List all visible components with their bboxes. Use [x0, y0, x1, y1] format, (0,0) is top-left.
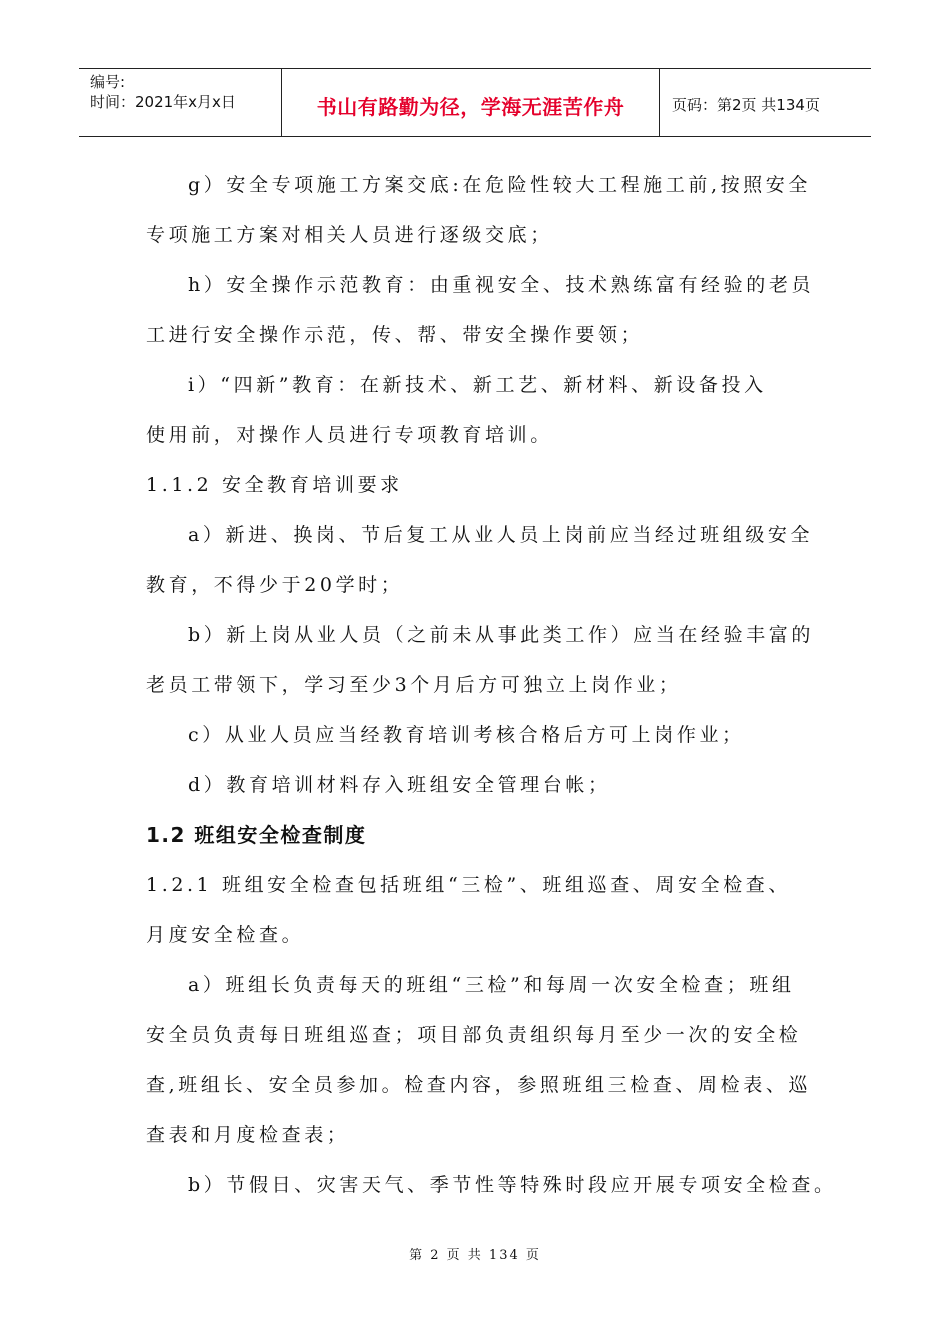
document-number-label: 编号:: [90, 73, 126, 91]
subsection-heading: 1.2.1 班组安全检查包括班组“三检”、班组巡查、周安全检查、: [146, 874, 792, 896]
paragraph-line: 教育，不得少于20学时；: [146, 574, 404, 596]
paragraph-line: g）安全专项施工方案交底:在危险性较大工程施工前,按照安全: [188, 174, 812, 196]
paragraph-line: h）安全操作示范教育：由重视安全、技术熟练富有经验的老员: [188, 274, 815, 296]
paragraph-line: 查表和月度检查表；: [146, 1124, 350, 1146]
header-meta: [79, 69, 282, 136]
paragraph-line: a）班组长负责每天的班组“三检”和每周一次安全检查；班组: [188, 974, 795, 996]
page-header: [79, 68, 871, 137]
document-body: [146, 160, 837, 1210]
document-date: 时间：2021年x月x日: [90, 93, 236, 111]
paragraph-line: a）新进、换岗、节后复工从业人员上岗前应当经过班组级安全: [188, 524, 814, 546]
section-heading: 1.2 班组安全检查制度: [146, 823, 367, 847]
paragraph-line: 查,班组长、安全员参加。检查内容，参照班组三检查、周检表、巡: [146, 1074, 812, 1096]
paragraph-line: b）节假日、灾害天气、季节性等特殊时段应开展专项安全检查。: [188, 1174, 837, 1196]
paragraph-line: 专项施工方案对相关人员进行逐级交底；: [146, 224, 553, 246]
page-footer: 第 2 页 共 134 页: [409, 1248, 541, 1263]
paragraph-line: 安全员负责每日班组巡查；项目部负责组织每月至少一次的安全检: [146, 1024, 802, 1046]
paragraph-line: i）“四新”教育：在新技术、新工艺、新材料、新设备投入: [188, 374, 767, 396]
paragraph-line: 老员工带领下，学习至少3个月后方可独立上岗作业；: [146, 674, 682, 696]
paragraph-line: c）从业人员应当经教育培训考核合格后方可上岗作业；: [188, 724, 745, 746]
header-motto: 书山有路勤为径，学海无涯苦作舟: [282, 69, 660, 136]
paragraph-line: b）新上岗从业人员（之前未从事此类工作）应当在经验丰富的: [188, 624, 814, 646]
header-page-info: 页码：第2页 共134页: [672, 96, 820, 114]
paragraph-line: 使用前，对操作人员进行专项教育培训。: [146, 424, 553, 446]
subsection-heading: 1.1.2 安全教育培训要求: [146, 474, 403, 496]
paragraph-line: 月度安全检查。: [146, 924, 305, 946]
paragraph-line: 工进行安全操作示范，传、帮、带安全操作要领；: [146, 324, 644, 346]
paragraph-line: d）教育培训材料存入班组安全管理台帐；: [188, 774, 611, 796]
